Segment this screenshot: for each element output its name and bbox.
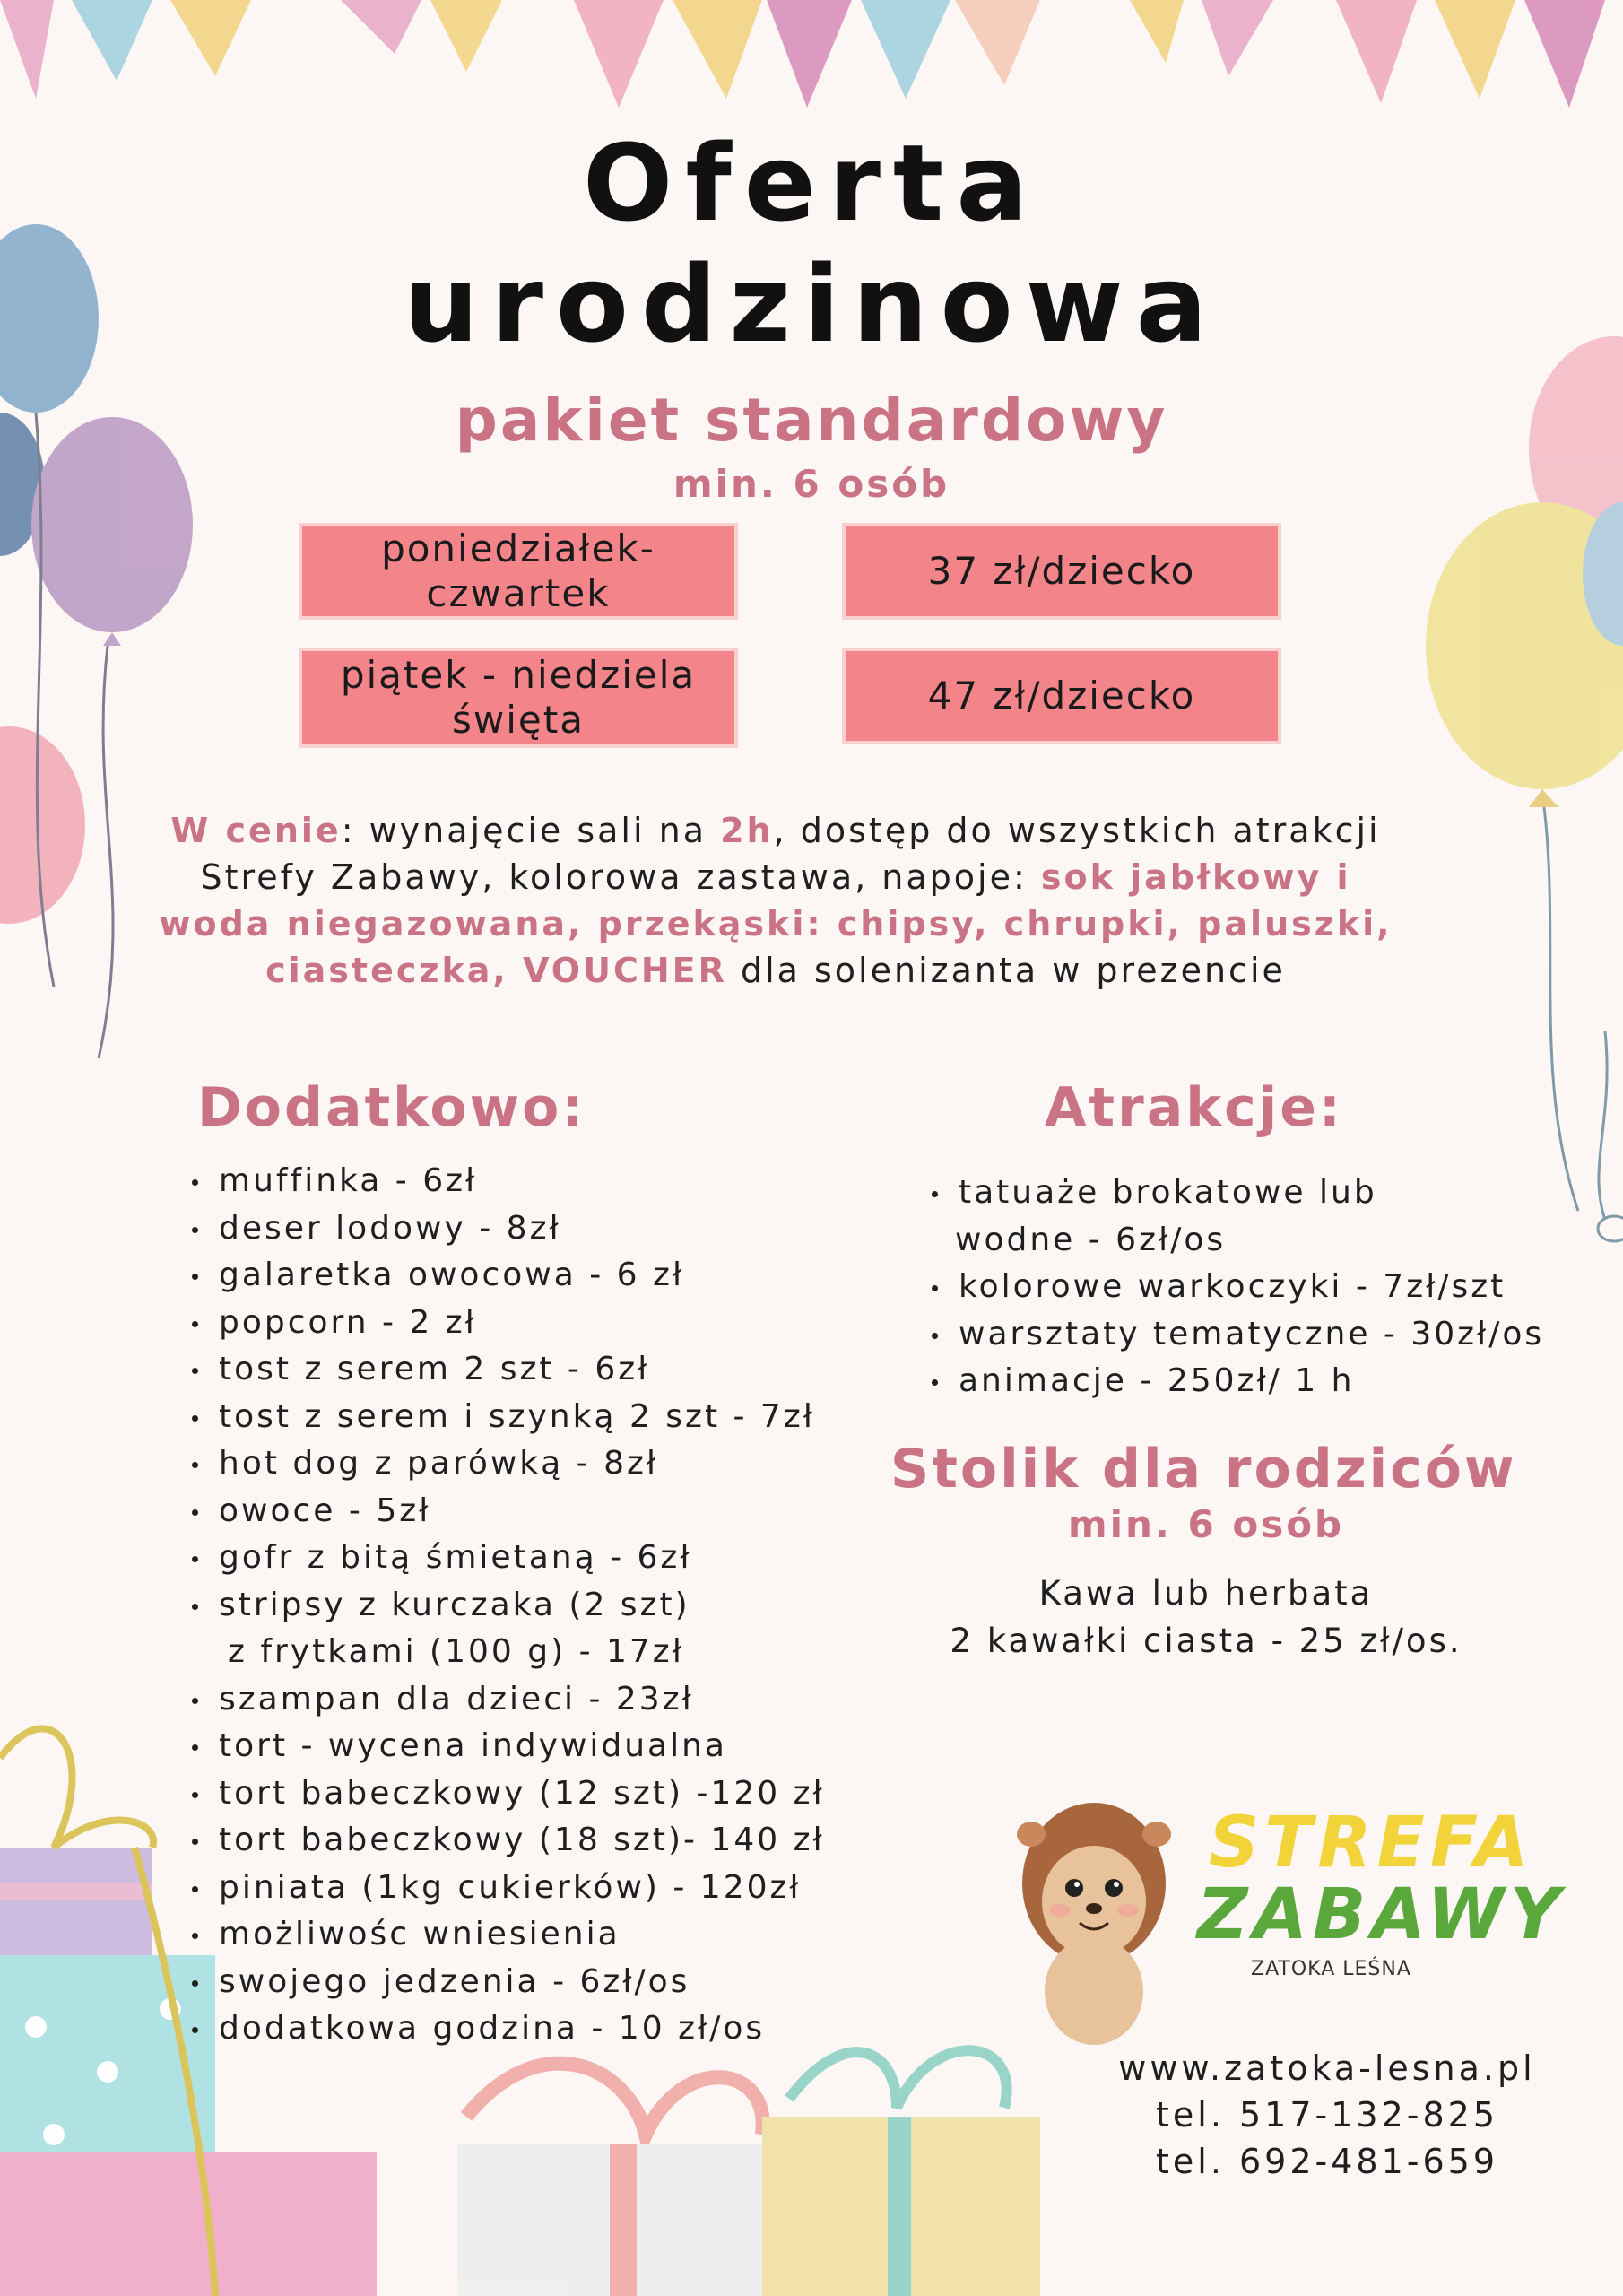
list-item: stripsy z kurczaka (2 szt) (188, 1582, 825, 1630)
list-item: piniata (1kg cukierków) - 120zł (188, 1865, 825, 1912)
list-item: z frytkami (100 g) - 17zł (228, 1633, 684, 1670)
price-includes-text (152, 807, 1399, 994)
list-item: popcorn - 2 zł (188, 1300, 825, 1347)
package-min-people: min. 6 osób (673, 462, 950, 506)
list-item: kolorowe warkoczyki - 7zł/szt (928, 1264, 1544, 1311)
pill-weekdays (302, 526, 734, 616)
list-item: szampan dla dzieci - 23zł (188, 1676, 825, 1724)
list-item: tort babeczkowy (12 szt) -120 zł (188, 1770, 825, 1818)
list-item: wodne - 6zł/os (955, 1221, 1227, 1258)
desc-part-1: W cenie (170, 811, 342, 850)
website-link[interactable]: www.zatoka-lesna.pl (1118, 2048, 1536, 2088)
contact-block (1076, 2045, 1578, 2185)
list-item: tort babeczkowy (18 szt)- 140 zł (188, 1817, 825, 1865)
attractions-list (928, 1170, 1544, 1405)
phone-1[interactable]: tel. 517-132-825 (1155, 2095, 1498, 2135)
parents-offer-text (906, 1570, 1506, 1665)
parents-heading: Stolik dla rodziców (890, 1438, 1517, 1500)
list-item: owoce - 5zł (188, 1488, 825, 1535)
list-item: możliwośc wniesienia (188, 1911, 825, 1959)
parents-line1: Kawa lub herbata (1038, 1574, 1374, 1613)
bunting (0, 0, 1605, 108)
attractions-heading: Atrakcje: (1045, 1076, 1343, 1139)
desc-part-4: , dostęp do wszystkich atrakcji Strefy Zabawy, kolorowa zastawa, napoje: (200, 811, 1381, 897)
list-item: tost z serem 2 szt - 6zł (188, 1346, 825, 1394)
list-item: tort - wycena indywidualna (188, 1723, 825, 1770)
pill-weekdays-price-label: 37 zł/dziecko (927, 548, 1196, 593)
parents-min-people: min. 6 osób (1067, 1502, 1345, 1546)
list-item: muffinka - 6zł (188, 1158, 825, 1205)
list-item: galaretka owocowa - 6 zł (188, 1252, 825, 1300)
extras-heading: Dodatkowo: (197, 1076, 586, 1139)
pill-weekend (302, 651, 734, 744)
pill-weekdays-price (846, 526, 1278, 616)
hedgehog-icon (1017, 1803, 1171, 2045)
desc-part-2: : wynajęcie sali na (341, 811, 721, 850)
list-item: tost z serem i szynką 2 szt - 7zł (188, 1394, 825, 1441)
parents-line2: 2 kawałki ciasta - 25 zł/os. (950, 1622, 1462, 1660)
logo-word-zabawy: ZABAWY (1197, 1874, 1566, 1955)
page-title-line2: urodzinowa (403, 242, 1220, 366)
phone-2[interactable]: tel. 692-481-659 (1155, 2142, 1498, 2181)
list-item: deser lodowy - 8zł (188, 1205, 825, 1253)
list-item: animacje - 250zł/ 1 h (928, 1358, 1544, 1405)
pill-weekdays-label: poniedziałek- czwartek (381, 526, 655, 615)
logo-word-strefa: STREFA (1209, 1803, 1534, 1883)
pill-weekend-label: piątek - niedziela święta (340, 652, 697, 742)
list-item: hot dog z parówką - 8zł (188, 1440, 825, 1488)
list-item: warsztaty tematyczne - 30zł/os (928, 1311, 1544, 1359)
list-item: dodatkowa godzina - 10 zł/os (188, 2005, 825, 2053)
package-name: pakiet standardowy (455, 386, 1168, 455)
list-item: swojego jedzenia - 6zł/os (188, 1959, 825, 2006)
extras-list (188, 1158, 825, 2053)
list-item: tatuaże brokatowe lub (928, 1170, 1544, 1217)
desc-part-5: sok jabłkowy i woda niegazowana, przekąski: chipsy, chrupki, paluszki, ciasteczka, VOUCHER (159, 857, 1393, 990)
page-title-line1: Oferta (583, 121, 1040, 245)
desc-part-3: 2h (720, 811, 774, 850)
desc-part-6: dla solenizanta w prezencie (726, 951, 1286, 990)
pill-weekend-price (846, 651, 1278, 741)
logo-subtitle: ZATOKA LEŚNA (1251, 1958, 1411, 1980)
pill-weekend-price-label: 47 zł/dziecko (927, 673, 1196, 718)
list-item: gofr z bitą śmietaną - 6zł (188, 1535, 825, 1582)
gifts-center (457, 2050, 1040, 2296)
